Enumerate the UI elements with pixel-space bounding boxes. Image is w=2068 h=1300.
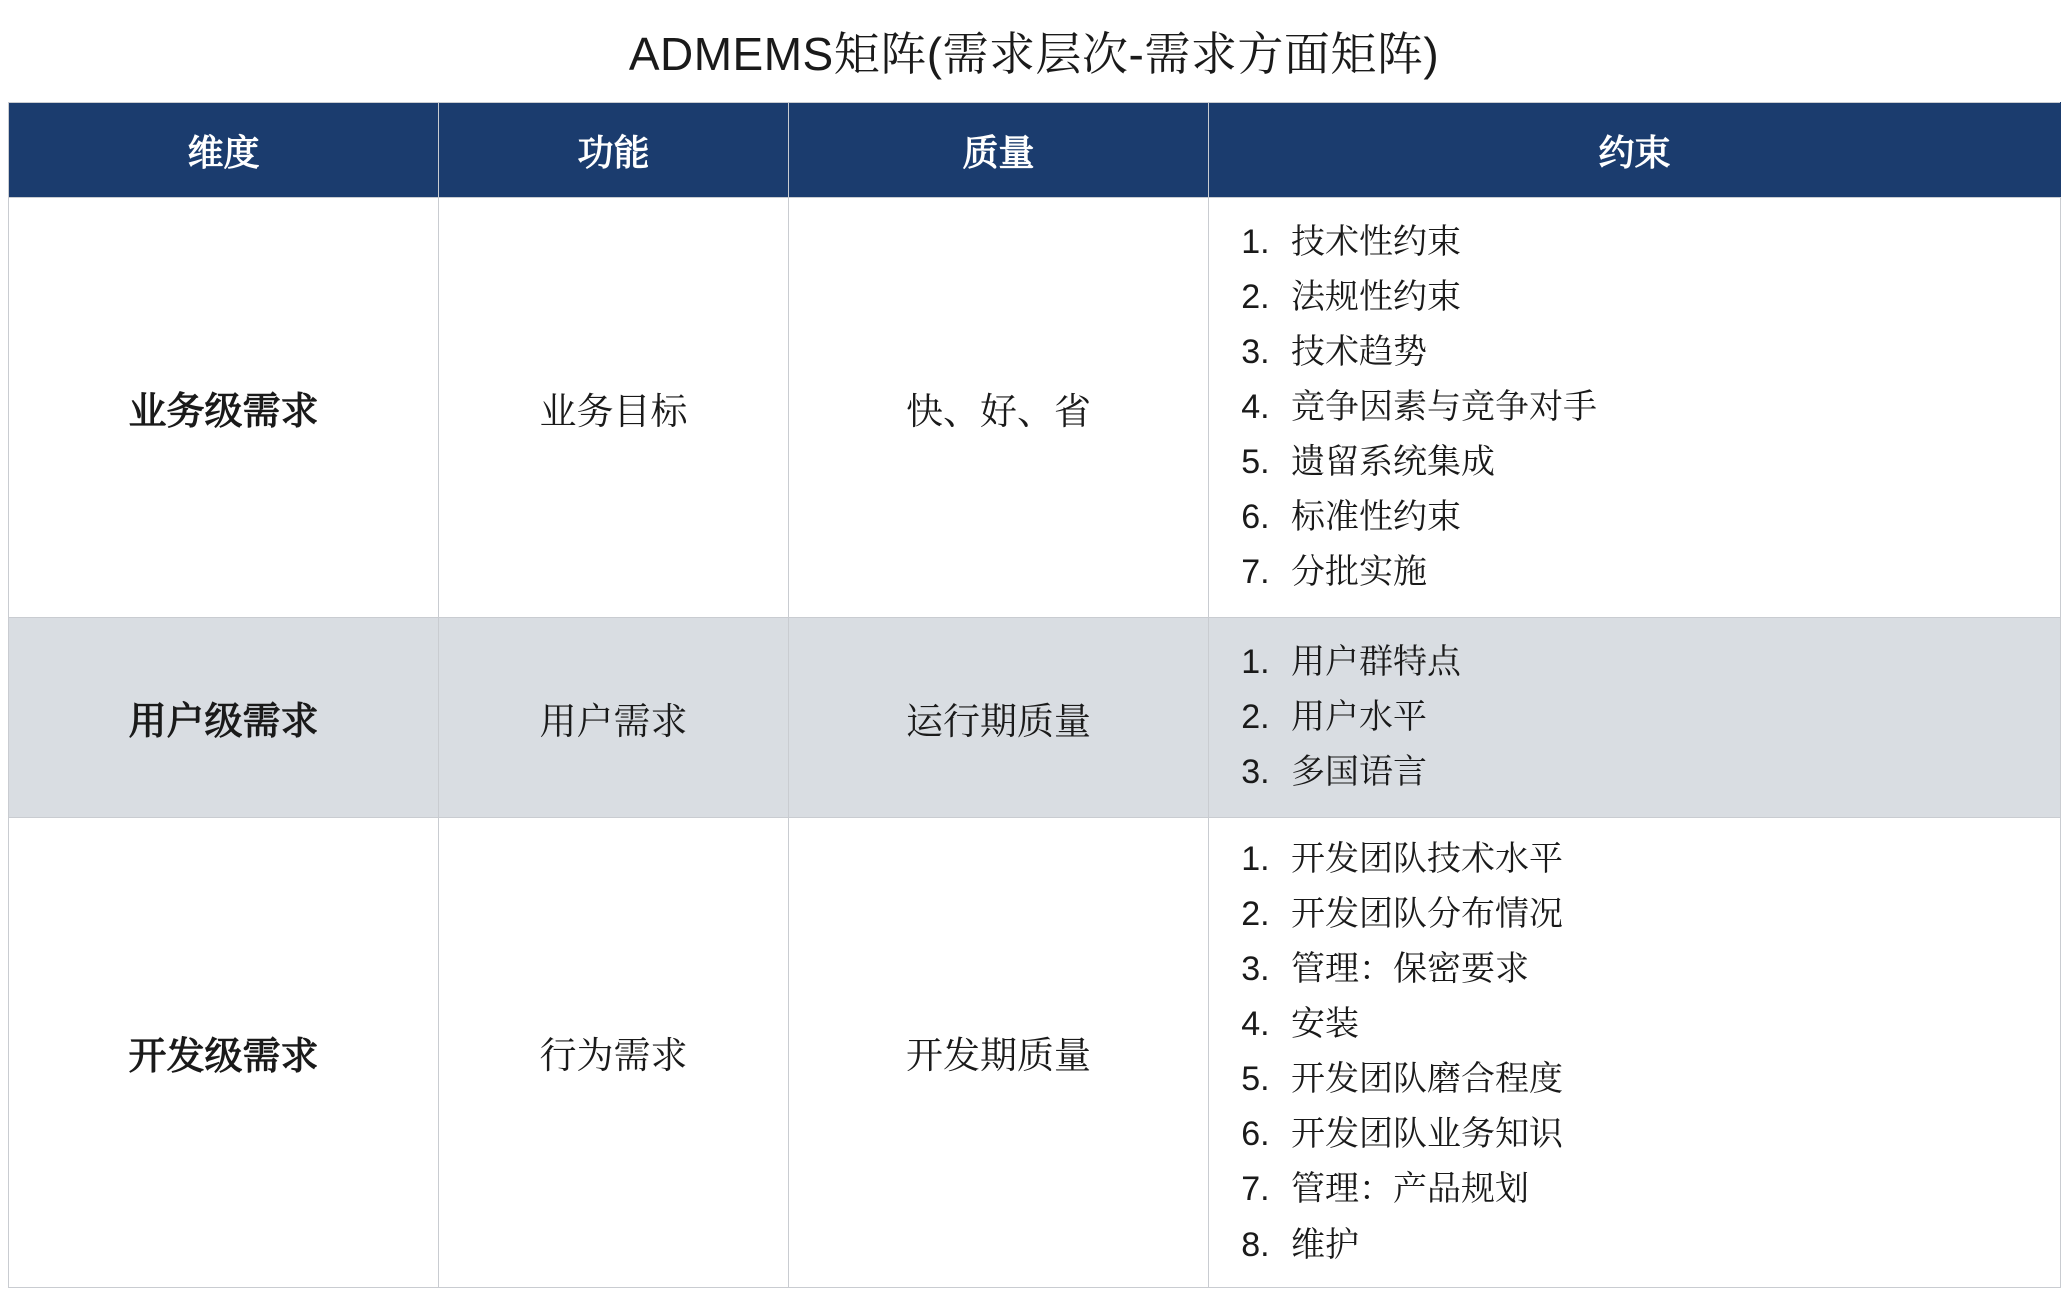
constraint-list bbox=[1209, 215, 2060, 601]
list-item: 1. 开发团队技术水平 bbox=[1279, 832, 2060, 887]
cell-function: 用户需求 bbox=[439, 618, 789, 818]
column-header-quality: 质量 bbox=[789, 103, 1209, 198]
list-item: 5. 遗留系统集成 bbox=[1279, 435, 2060, 490]
constraint-list bbox=[1209, 635, 2060, 800]
list-item: 3. 管理：保密要求 bbox=[1279, 942, 2060, 997]
table-header bbox=[9, 103, 2061, 198]
list-item: 4. 竞争因素与竞争对手 bbox=[1279, 380, 2060, 435]
list-item: 7. 分批实施 bbox=[1279, 545, 2060, 600]
cell-quality: 运行期质量 bbox=[789, 618, 1209, 818]
table-row bbox=[9, 618, 2061, 818]
cell-constraints bbox=[1209, 818, 2061, 1288]
list-item: 2. 用户水平 bbox=[1279, 690, 2060, 745]
constraint-list bbox=[1209, 832, 2060, 1273]
list-item: 1. 用户群特点 bbox=[1279, 635, 2060, 690]
list-item: 8. 维护 bbox=[1279, 1218, 2060, 1273]
list-item: 1. 技术性约束 bbox=[1279, 215, 2060, 270]
cell-dimension: 开发级需求 bbox=[9, 818, 439, 1288]
cell-quality: 开发期质量 bbox=[789, 818, 1209, 1288]
table-row bbox=[9, 818, 2061, 1288]
list-item: 7. 管理：产品规划 bbox=[1279, 1162, 2060, 1217]
list-item: 2. 开发团队分布情况 bbox=[1279, 887, 2060, 942]
column-header-dimension: 维度 bbox=[9, 103, 439, 198]
table-row bbox=[9, 198, 2061, 618]
list-item: 2. 法规性约束 bbox=[1279, 270, 2060, 325]
list-item: 4. 安装 bbox=[1279, 997, 2060, 1052]
list-item: 6. 标准性约束 bbox=[1279, 490, 2060, 545]
list-item: 6. 开发团队业务知识 bbox=[1279, 1107, 2060, 1162]
cell-quality: 快、好、省 bbox=[789, 198, 1209, 618]
cell-constraints bbox=[1209, 198, 2061, 618]
list-item: 5. 开发团队磨合程度 bbox=[1279, 1052, 2060, 1107]
cell-function: 行为需求 bbox=[439, 818, 789, 1288]
table-body bbox=[9, 198, 2061, 1288]
admems-matrix-table bbox=[8, 102, 2061, 1288]
column-header-function: 功能 bbox=[439, 103, 789, 198]
cell-dimension: 用户级需求 bbox=[9, 618, 439, 818]
cell-dimension: 业务级需求 bbox=[9, 198, 439, 618]
cell-function: 业务目标 bbox=[439, 198, 789, 618]
page-title: ADMEMS矩阵(需求层次-需求方面矩阵) bbox=[628, 28, 1440, 80]
cell-constraints bbox=[1209, 618, 2061, 818]
list-item: 3. 多国语言 bbox=[1279, 745, 2060, 800]
column-header-constraint: 约束 bbox=[1209, 103, 2061, 198]
table-header-row bbox=[9, 103, 2061, 198]
list-item: 3. 技术趋势 bbox=[1279, 325, 2060, 380]
